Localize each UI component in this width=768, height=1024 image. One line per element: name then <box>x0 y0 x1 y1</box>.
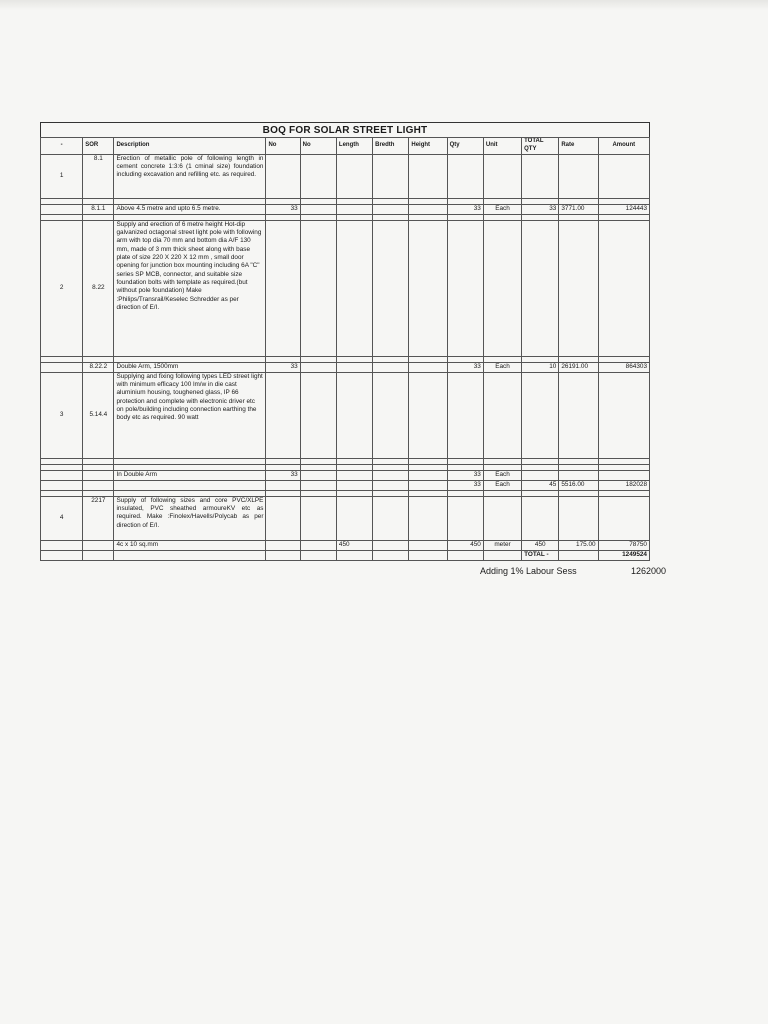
labour-cess-value: 1262000 <box>631 566 667 576</box>
item-total-qty: 45 <box>522 480 559 490</box>
header-row <box>41 138 650 155</box>
total-label: TOTAL - <box>522 550 559 560</box>
total-amount: 1249524 <box>598 550 649 560</box>
item-total-qty: 10 <box>522 362 559 372</box>
item-description: Supplying and fixing following types LED street light with minimum efficacy 100 lm/w in die cast aluminium housing, toughened glass, IP 66 protection and complete with electronic driver etc on pole/building including connection earthing the body etc as required. 90 watt <box>114 372 266 458</box>
item-unit: meter <box>483 540 521 550</box>
item-qty: 33 <box>447 480 483 490</box>
item-no: 33 <box>266 204 300 214</box>
header-bredth: Bredth <box>373 138 409 155</box>
item-amount: 182028 <box>598 480 649 490</box>
item-amount: 78750 <box>598 540 649 550</box>
item-sub-description: Above 4.5 metre and upto 6.5 metre. <box>114 204 266 214</box>
table-row <box>41 470 650 480</box>
item-sl: 3 <box>41 372 83 458</box>
table-row <box>41 480 650 490</box>
header-qty: Qty <box>447 138 483 155</box>
item-rate: 26191.00 <box>559 362 598 372</box>
item-description: Supply of following sizes and core PVC/XLPE insulated, PVC sheathed armoureKV etc as required. Make :Finolex/Havells/Polycab as per direction of E/I. <box>114 496 266 540</box>
header-height: Height <box>409 138 447 155</box>
header-total-qty: TOTAL QTY <box>522 138 559 155</box>
item-total-qty: 450 <box>522 540 559 550</box>
item-unit: Each <box>483 470 521 480</box>
header-unit: Unit <box>483 138 521 155</box>
scan-edge <box>0 0 768 10</box>
document-title: BOQ FOR SOLAR STREET LIGHT <box>40 122 650 138</box>
item-sub-sor: 8.1.1 <box>83 204 114 214</box>
item-unit: Each <box>483 362 521 372</box>
item-sub-description: 4c x 10 sq.mm <box>114 540 266 550</box>
item-sl: 1 <box>41 154 83 198</box>
table-row <box>41 540 650 550</box>
item-sl: 4 <box>41 496 83 540</box>
table-row <box>41 220 650 356</box>
item-sor: 5.14.4 <box>83 372 114 458</box>
item-sub-description: Double Arm, 1500mm <box>114 362 266 372</box>
item-total-qty: 33 <box>522 204 559 214</box>
item-sub-description: In Double Arm <box>114 470 266 480</box>
total-row <box>41 550 650 560</box>
item-rate: 3771.00 <box>559 204 598 214</box>
header-no-2: No <box>300 138 336 155</box>
header-amount: Amount <box>598 138 649 155</box>
item-rate: 5516.00 <box>559 480 598 490</box>
item-sub-sor: 8.22.2 <box>83 362 114 372</box>
table-row <box>41 372 650 458</box>
boq-table <box>40 137 650 561</box>
item-qty: 450 <box>447 540 483 550</box>
header-length: Length <box>336 138 372 155</box>
table-row <box>41 204 650 214</box>
item-amount: 124443 <box>598 204 649 214</box>
item-unit: Each <box>483 204 521 214</box>
header-description: Description <box>114 138 266 155</box>
table-row <box>41 496 650 540</box>
item-no: 33 <box>266 362 300 372</box>
item-qty: 33 <box>447 204 483 214</box>
table-row <box>41 154 650 198</box>
item-sl: 2 <box>41 220 83 356</box>
item-unit: Each <box>483 480 521 490</box>
item-description: Erection of metallic pole of following length in cement concrete 1:3:6 (1 cminal size) foundation including excavation and refilling etc. as required. <box>114 154 266 198</box>
item-sor: 8.22 <box>83 220 114 356</box>
item-rate: 175.00 <box>559 540 598 550</box>
header-rate: Rate <box>559 138 598 155</box>
header-sl: - <box>41 138 83 155</box>
item-qty: 33 <box>447 362 483 372</box>
item-sor: 2217 <box>83 496 114 540</box>
item-description: Supply and erection of 6 metre height Hot-dip galvanized octagonal street light pole with following arm with top dia 70 mm and bottom dia A/F 130 mm, made of 3 mm thick sheet along with base plate of size 220 X 220 X 12 mm , small door opening for junction box mounting including 6A "C" series SP MCB, connector, and suitable size foundation bolts with template as required.(but without pole foundation) Make :Philips/Transrail/Keselec Schredder as per direction of E/I. <box>114 220 266 356</box>
item-qty: 33 <box>447 470 483 480</box>
header-no-1: No <box>266 138 300 155</box>
table-row <box>41 362 650 372</box>
labour-cess-label: Adding 1% Labour Sess <box>480 566 577 576</box>
item-length: 450 <box>336 540 372 550</box>
item-sor: 8.1 <box>83 154 114 198</box>
item-amount: 864303 <box>598 362 649 372</box>
header-sor: SOR <box>83 138 114 155</box>
item-no: 33 <box>266 470 300 480</box>
